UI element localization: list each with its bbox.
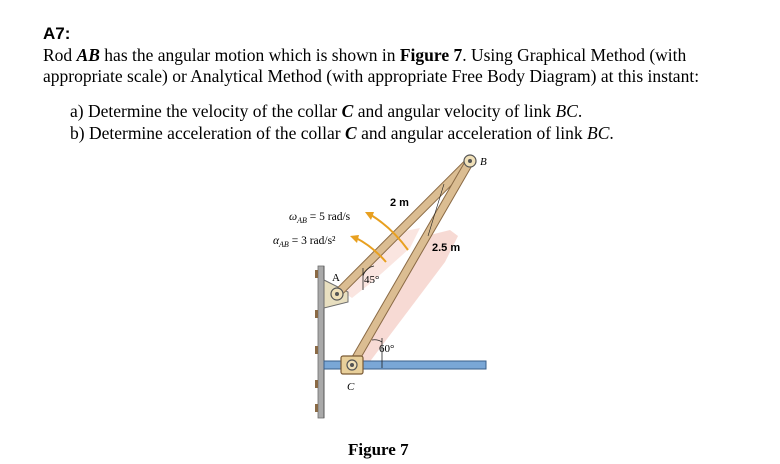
wall-tabs <box>315 270 318 412</box>
intro-text-2: has the angular motion which is shown in <box>99 45 400 65</box>
label-B: B <box>480 156 487 168</box>
question-b-link: BC <box>587 123 610 143</box>
question-b-text-3: . <box>609 123 614 143</box>
angle-45-label: 45° <box>364 274 380 286</box>
intro-text-3: . Using Graphical Method (with appropriate scale) or Analytical Method (with appropriate Free Body Diagram) at this instant: <box>43 45 700 86</box>
question-a-text-1: a) Determine the velocity of the collar <box>70 101 342 121</box>
intro-text-1: Rod <box>43 45 77 65</box>
question-a-text-2: and angular velocity of link <box>353 101 556 121</box>
omega-label: $\omega_{AB} = 5$ rad/s <box>289 211 351 225</box>
alpha-label: $\alpha_{AB} = 3$ rad/s² <box>273 235 336 249</box>
figure-reference: Figure 7 <box>399 45 463 65</box>
label-A: A <box>332 272 340 284</box>
problem-id: A7: <box>43 24 71 43</box>
question-a-collar: C <box>341 101 354 121</box>
wall <box>318 266 324 418</box>
angle-60-label: 60° <box>379 343 395 355</box>
question-a-text-3: . <box>577 101 583 121</box>
question-b-text-2: and angular acceleration of link <box>356 123 587 143</box>
rod-label: AB <box>76 45 100 65</box>
question-a-link: BC <box>555 101 578 121</box>
length-BC-label: 2.5 m <box>432 242 461 254</box>
question-b-text-1: b) Determine acceleration of the collar <box>70 123 345 143</box>
label-C: C <box>347 381 355 393</box>
question-b-collar: C <box>345 123 357 143</box>
length-AB-label: 2 m <box>390 197 409 209</box>
figure-caption: Figure 7 <box>348 440 409 459</box>
